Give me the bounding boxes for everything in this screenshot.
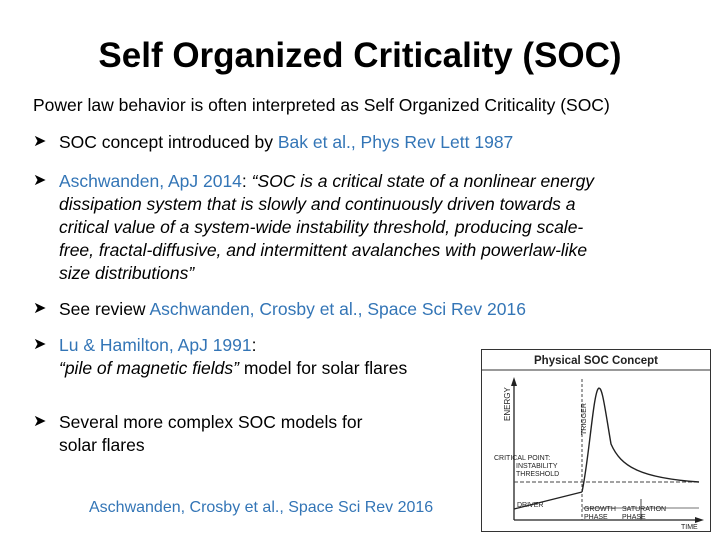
colon: :: [241, 171, 247, 191]
quote-line: free, fractal-diffusive, and intermittent avalanches with powerlaw-like: [59, 240, 588, 260]
figure-frame: [482, 350, 711, 532]
quote-line: “SOC is a critical state of a nonlinear energy: [251, 171, 595, 191]
quote-text: “pile of magnetic fields”: [59, 358, 239, 378]
reference-link: Aschwanden, ApJ 2014: [59, 171, 242, 191]
bullet-text: Several more complex SOC models for: [59, 412, 363, 432]
colon: :: [251, 335, 257, 355]
arrow-bullet-icon: ➤: [33, 413, 47, 430]
bullet-text: See review: [59, 299, 150, 319]
quote-line: critical value of a system-wide instability threshold, producing scale-: [59, 217, 584, 237]
figure-title: Physical SOC Concept: [534, 355, 658, 367]
arrow-bullet-icon: ➤: [33, 300, 47, 317]
quote-line: dissipation system that is slowly and continuously driven towards a: [59, 194, 576, 214]
trigger-label: TRIGGER: [581, 403, 588, 435]
arrow-bullet-icon: ➤: [33, 133, 47, 150]
footer-reference: Aschwanden, Crosby et al., Space Sci Rev 2016: [89, 499, 434, 516]
saturation-phase-label: PHASE: [622, 514, 646, 521]
critical-point-label: INSTABILITY: [516, 463, 558, 470]
soc-concept-figure: [481, 349, 711, 532]
quote-line: size distributions”: [59, 263, 195, 283]
bullet-text: model for solar flares: [238, 358, 408, 378]
critical-point-label: CRITICAL POINT:: [494, 455, 551, 462]
arrow-bullet-icon: ➤: [33, 336, 47, 353]
driver-label: DRIVER: [517, 502, 544, 509]
slide-title: Self Organized Criticality (SOC): [98, 36, 622, 75]
intro-text: Power law behavior is often interpreted as Self Organized Criticality (SOC): [33, 95, 610, 115]
y-axis-label: ENERGY: [503, 387, 512, 421]
saturation-phase-label: SATURATION: [622, 506, 667, 513]
critical-point-label: THRESHOLD: [516, 471, 560, 478]
reference-link: Lu & Hamilton, ApJ 1991: [59, 335, 252, 355]
bullet-text: solar flares: [59, 435, 145, 455]
growth-phase-label: PHASE: [584, 514, 608, 521]
bullet-text: SOC concept introduced by: [59, 132, 278, 152]
reference-link: Bak et al., Phys Rev Lett 1987: [277, 132, 514, 152]
x-axis-label: TIME: [681, 524, 698, 531]
reference-link: Aschwanden, Crosby et al., Space Sci Rev 2016: [149, 299, 526, 319]
growth-phase-label: GROWTH: [584, 506, 616, 513]
arrow-bullet-icon: ➤: [33, 172, 47, 189]
